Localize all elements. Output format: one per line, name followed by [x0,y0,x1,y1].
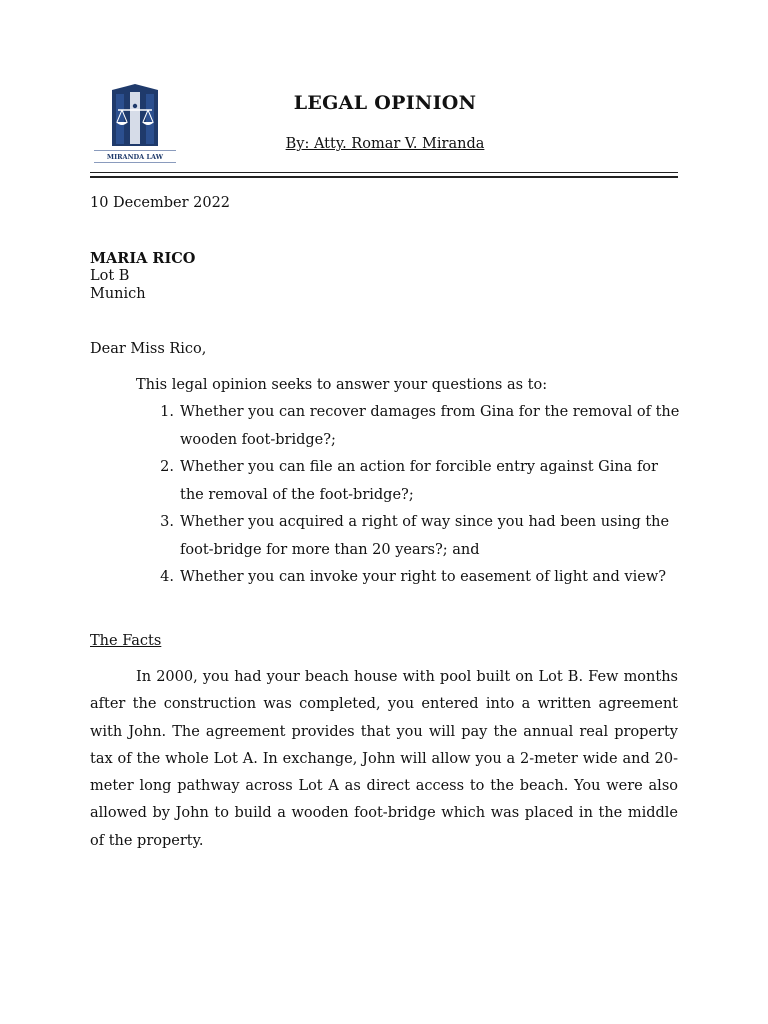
author-byline: By: Atty. Romar V. Miranda [285,136,485,152]
header-divider-thick [90,176,678,178]
question-number: 1. [160,404,174,420]
section-heading-facts: The Facts [90,633,162,649]
question-item [152,564,682,592]
question-text: Whether you can file an action for forcible entry against Gina for the removal of the foot-bridge?; [180,459,658,503]
salutation: Dear Miss Rico, [90,341,207,357]
question-item [152,509,682,564]
question-item [152,454,682,509]
facts-paragraph: In 2000, you had your beach house with pool built on Lot B. Few months after the construction was completed, you entered into a written agreement with John. The agreement provides that you will pay the annual real property tax of the whole Lot A. In exchange, John will allow you a 2-meter wide and 20-meter long pathway across Lot A as direct access to the beach. You were also allowed by John to build a wooden foot-bridge which was placed in the middle of the property. [90,669,678,849]
header-divider-thin [90,172,678,173]
question-item [152,399,682,454]
logo-wordmark: MIRANDA LAW [106,153,164,161]
letter-date: 10 December 2022 [90,195,231,211]
firm-logo [90,80,180,166]
recipient-address-line1: Lot B [90,268,130,284]
question-number: 3. [160,514,174,530]
question-number: 2. [160,459,174,475]
scales-of-justice-icon [90,80,180,166]
question-text: Whether you can recover damages from Gina for the removal of the wooden foot-bridge?; [180,404,680,448]
intro-paragraph: This legal opinion seeks to answer your questions as to: [136,377,548,393]
question-number: 4. [160,569,174,585]
question-text: Whether you acquired a right of way since you had been using the foot-bridge for more than 20 years?; and [180,514,670,558]
document-title: LEGAL OPINION [293,92,477,114]
recipient-address-line2: Munich [90,286,146,302]
question-text: Whether you can invoke your right to easement of light and view? [180,569,667,585]
recipient-name: MARIA RICO [90,250,196,267]
